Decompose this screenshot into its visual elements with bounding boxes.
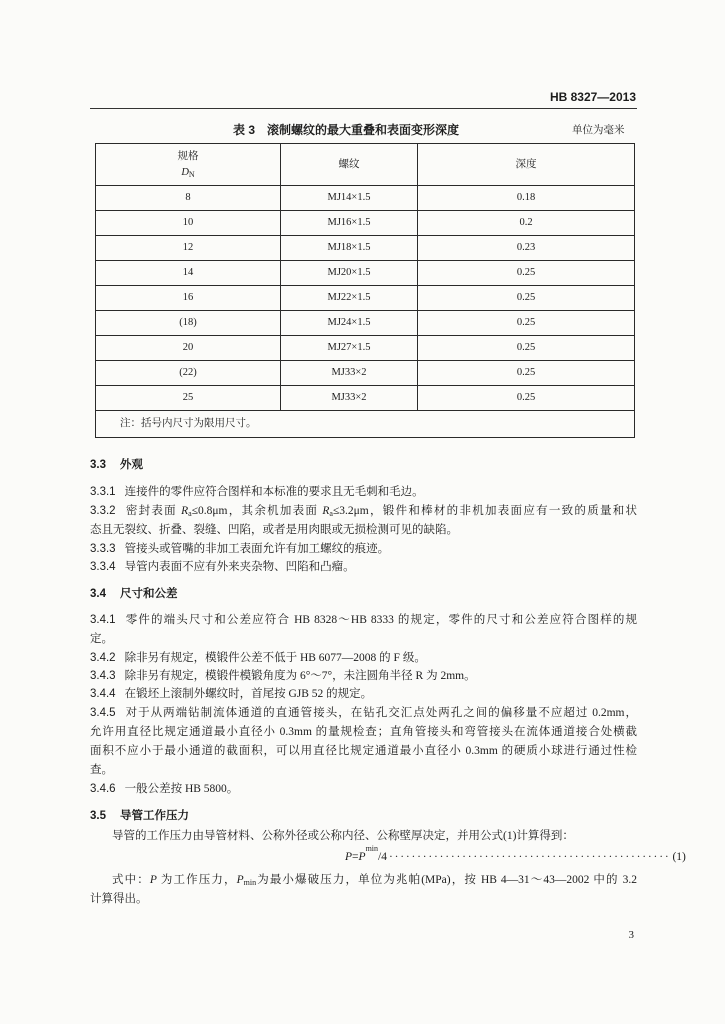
formula-divisor: /4 <box>378 851 387 863</box>
cell-spec: 25 <box>96 386 281 411</box>
formula-lhs: P <box>345 851 353 863</box>
cell-thread: MJ33×2 <box>281 386 418 411</box>
cell-depth: 0.25 <box>418 336 635 361</box>
clause-3-3-1 <box>90 484 424 500</box>
table-row <box>96 261 635 286</box>
clause-number: 3.3.1 <box>90 486 116 498</box>
cell-depth: 0.18 <box>418 186 635 211</box>
table-row <box>96 361 635 386</box>
clause-3-4-5-line-2: 允许用直径比规定通道最小直径小 0.3mm 的量规检查；直角管接头和弯管接头在流体通道接合处横截 <box>90 726 637 738</box>
clause-text: ≤0.8μm，其余机加表面 <box>191 505 323 517</box>
cell-thread: MJ33×2 <box>281 361 418 386</box>
roughness-symbol: R <box>181 505 189 517</box>
clause-3-4-4 <box>90 686 372 702</box>
cell-thread: MJ16×1.5 <box>281 211 418 236</box>
cell-spec: 20 <box>96 336 281 361</box>
header-cell-thread: 螺纹 <box>281 144 418 186</box>
cell-depth: 0.2 <box>418 211 635 236</box>
clause-number: 3.4.1 <box>90 614 116 626</box>
cell-spec: 16 <box>96 286 281 311</box>
cell-spec: 10 <box>96 211 281 236</box>
clause-number: 3.3.2 <box>90 505 116 517</box>
cell-thread: MJ27×1.5 <box>281 336 418 361</box>
clause-text: 除非另有规定，模锻件模锻角度为 6°～7°，未注圆角半径 R 为 2mm。 <box>124 670 476 682</box>
cell-depth: 0.25 <box>418 286 635 311</box>
clause-3-3-3 <box>90 541 389 557</box>
section-title: 导管工作压力 <box>120 810 189 822</box>
clause-3-3-4 <box>90 559 355 575</box>
cell-spec: (18) <box>96 311 281 336</box>
clause-text: 导管内表面不应有外来夹杂物、凹陷和凸瘤。 <box>124 561 355 573</box>
where-lead: 式中： <box>112 874 150 886</box>
cell-depth: 0.25 <box>418 261 635 286</box>
section-title: 尺寸和公差 <box>120 588 178 600</box>
table-row <box>96 386 635 411</box>
clause-3-4-1 <box>90 612 637 628</box>
formula-equals: = <box>352 851 359 863</box>
clause-text: 管接头或管嘴的非加工表面允许有加工螺纹的痕迹。 <box>124 543 390 555</box>
clause-text: ≤3.2μm，锻件和棒材的非机加表面应有一致的质量和状 <box>332 505 638 517</box>
clause-number: 3.4.5 <box>90 707 116 719</box>
clause-3-3-2 <box>90 503 637 519</box>
clause-3-4-1-continued: 定。 <box>90 633 113 645</box>
where-symbol-p: P <box>149 874 157 886</box>
table-row <box>96 336 635 361</box>
header-spec-label: 规格 <box>177 150 199 162</box>
header-rule <box>90 108 637 109</box>
cell-thread: MJ20×1.5 <box>281 261 418 286</box>
where-text: 为最小爆破压力，单位为兆帕(MPa)，按 HB 4—31～43—2002 中的 3.2 <box>256 874 638 886</box>
cell-depth: 0.25 <box>418 311 635 336</box>
header-cell-depth: 深度 <box>418 144 635 186</box>
where-symbol-pmin: P <box>236 874 244 886</box>
table-header-row <box>96 144 635 186</box>
cell-spec: 14 <box>96 261 281 286</box>
formula-number: (1) <box>672 851 686 863</box>
clause-number: 3.3.3 <box>90 543 116 555</box>
clause-3-3-2-continued: 态且无裂纹、折叠、裂缝、凹陷，或者是用肉眼或无损检测可见的缺陷。 <box>90 524 458 536</box>
cell-depth: 0.23 <box>418 236 635 261</box>
section-number: 3.3 <box>90 459 106 471</box>
section-heading-3-4 <box>90 586 178 602</box>
clause-number: 3.4.6 <box>90 783 116 795</box>
cell-thread: MJ24×1.5 <box>281 311 418 336</box>
cell-thread: MJ18×1.5 <box>281 236 418 261</box>
cell-thread: MJ14×1.5 <box>281 186 418 211</box>
table-row <box>96 236 635 261</box>
section-heading-3-5 <box>90 808 189 824</box>
formula-pmin: P <box>358 851 366 863</box>
spec-symbol: D <box>181 166 189 178</box>
cell-depth: 0.25 <box>418 386 635 411</box>
formula-leader-dots: ·················································· <box>388 851 671 863</box>
clause-text: 连接件的零件应符合图样和本标准的要求且无毛刺和毛边。 <box>124 486 424 498</box>
cell-spec: 8 <box>96 186 281 211</box>
clause-number: 3.4.4 <box>90 688 116 700</box>
section-number: 3.4 <box>90 588 106 600</box>
roughness-symbol: R <box>322 505 330 517</box>
table-row <box>96 311 635 336</box>
clause-text: 在锻坯上滚制外螺纹时，首尾按 GJB 52 的规定。 <box>124 688 373 700</box>
spec-subscript: N <box>188 169 195 179</box>
cell-thread: MJ22×1.5 <box>281 286 418 311</box>
clause-text: 除非另有规定，模锻件公差不低于 HB 6077—2008 的 F 级。 <box>124 652 426 664</box>
table-row <box>96 211 635 236</box>
section-number: 3.5 <box>90 810 106 822</box>
where-pmin-subscript: min <box>243 878 257 887</box>
clause-3-4-5-line-4: 查。 <box>90 764 113 776</box>
roughness-subscript: a <box>329 509 333 518</box>
clause-3-4-6 <box>90 781 238 797</box>
formula-where-clause <box>112 872 637 888</box>
table-row <box>96 286 635 311</box>
where-text: 为工作压力， <box>156 874 237 886</box>
section-title: 外观 <box>120 459 143 471</box>
table-note-row <box>96 411 635 438</box>
table-note: 注：括号内尺寸为限用尺寸。 <box>96 411 635 438</box>
cell-spec: (22) <box>96 361 281 386</box>
formula-1 <box>345 844 686 865</box>
clause-text: 密封表面 <box>124 505 182 517</box>
document-code: HB 8327—2013 <box>549 90 636 104</box>
cell-depth: 0.25 <box>418 361 635 386</box>
working-pressure-paragraph: 导管的工作压力由导管材料、公称外径或公称内径、公称壁厚决定，并用公式(1)计算得到： <box>112 830 574 842</box>
header-spec-symbol <box>96 165 280 181</box>
clause-text: 一般公差按 HB 5800。 <box>124 783 239 795</box>
clause-3-4-5 <box>90 705 637 721</box>
formula-pmin-subscript: min <box>365 844 379 853</box>
clause-3-4-2 <box>90 650 426 666</box>
page-number: 3 <box>628 929 634 941</box>
clause-text: 对于从两端钻制流体通道的直通管接头，在钻孔交汇点处两孔之间的偏移量不应超过 0.2mm， <box>124 707 637 719</box>
clause-number: 3.4.2 <box>90 652 116 664</box>
thread-depth-table <box>95 143 635 438</box>
clause-number: 3.4.3 <box>90 670 116 682</box>
clause-3-4-3 <box>90 668 476 684</box>
table-row <box>96 186 635 211</box>
roughness-subscript: a <box>188 509 192 518</box>
table-unit-label: 单位为毫米 <box>572 125 625 136</box>
table-caption: 表 3 滚制螺纹的最大重叠和表面变形深度 <box>233 123 460 137</box>
clause-text: 零件的端头尺寸和公差应符合 HB 8328～HB 8333 的规定，零件的尺寸和公差应符合图样的规 <box>124 614 637 626</box>
formula-where-continued: 计算得出。 <box>90 893 148 905</box>
header-cell-spec <box>96 144 281 186</box>
clause-number: 3.3.4 <box>90 561 116 573</box>
cell-spec: 12 <box>96 236 281 261</box>
section-heading-3-3 <box>90 457 143 473</box>
clause-3-4-5-line-3: 面积不应小于最小通道的截面积，可以用直径比规定通道最小直径小 0.3mm 的硬质小球进行通过性检 <box>90 745 637 757</box>
